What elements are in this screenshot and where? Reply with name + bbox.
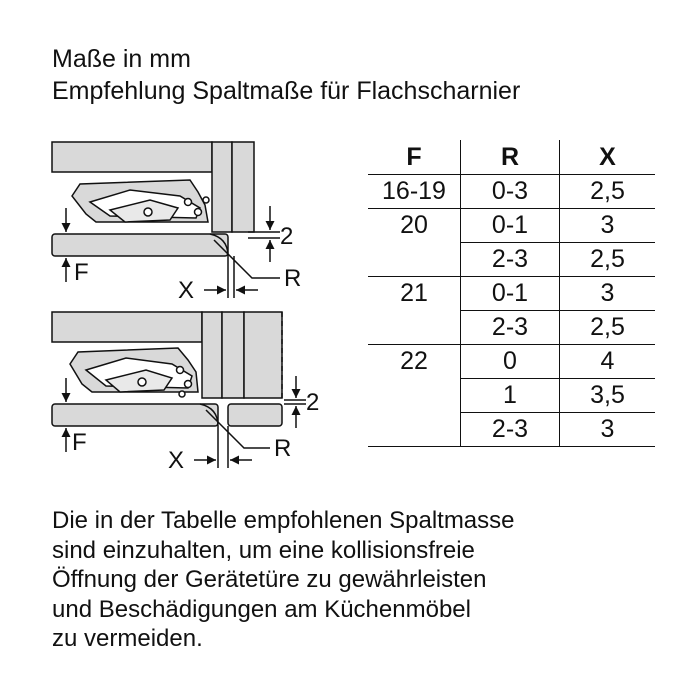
instruction-line: Die in der Tabelle empfohlenen Spaltmasse	[52, 507, 515, 534]
heading-title: Empfehlung Spaltmaße für Flachscharnier	[52, 77, 521, 105]
table-row	[368, 413, 655, 447]
table-row	[368, 175, 655, 209]
instruction-line: sind einzuhalten, um eine kollisionsfreie	[52, 536, 475, 564]
cell-x: 3	[560, 413, 656, 447]
instruction-line: und Beschädigungen am Küchenmöbel	[52, 595, 471, 623]
heading-units: Maße in mm	[52, 45, 191, 73]
table-row	[368, 379, 655, 413]
cell-r: 2-3	[461, 413, 560, 447]
instruction-line: zu vermeiden.	[52, 625, 203, 652]
cell-r: 2-3	[461, 311, 560, 345]
bottom-door-panel	[52, 404, 218, 426]
instruction-text	[52, 506, 515, 654]
table-row	[368, 345, 655, 379]
bottom-hinge-pin-2	[177, 367, 184, 374]
cell-r: 0-1	[461, 209, 560, 243]
cell-f	[368, 413, 461, 447]
cell-x: 3,5	[560, 379, 656, 413]
bottom-door-stile-right	[222, 312, 244, 398]
top-label-r: R	[284, 265, 302, 292]
bottom-hinge-pin-1	[138, 378, 146, 386]
cell-f: 21	[368, 277, 461, 311]
bottom-label-x: X	[168, 447, 185, 474]
cell-f	[368, 379, 461, 413]
cell-r: 2-3	[461, 243, 560, 277]
top-door-panel	[52, 234, 228, 256]
header-f: F	[368, 140, 461, 175]
bottom-label-f: F	[72, 429, 87, 456]
top-door-stile-right	[232, 142, 254, 232]
bottom-label-r: R	[274, 435, 292, 462]
bottom-label-gap: 2	[306, 389, 320, 416]
cell-r: 1	[461, 379, 560, 413]
cell-x: 4	[600, 347, 615, 375]
gap-table	[368, 140, 655, 447]
bottom-hinge-pin-3	[185, 381, 192, 388]
bottom-cabinet-panel	[52, 312, 202, 342]
cell-x: 3	[600, 211, 615, 239]
cell-r: 0	[461, 345, 560, 379]
cell-x: 2,5	[560, 311, 656, 345]
header-r: R	[461, 140, 560, 175]
table-row	[368, 311, 655, 345]
bottom-side-door-panel	[228, 404, 282, 426]
top-label-gap: 2	[280, 223, 294, 250]
top-hinge-pin-3	[195, 209, 202, 216]
instruction-line: Öffnung der Gerätetüre zu gewährleisten	[52, 566, 487, 593]
top-door-stile-left	[212, 142, 232, 232]
cell-x: 2,5	[590, 177, 625, 205]
gap-table-header	[368, 140, 655, 175]
header-x: X	[599, 142, 616, 171]
diagram-bottom	[52, 312, 306, 468]
top-hinge-pin-1	[144, 208, 152, 216]
cell-f: 16-19	[368, 175, 461, 209]
top-hinge-pin-2	[185, 199, 192, 206]
cell-f	[368, 243, 461, 277]
cell-r: 0-1	[461, 277, 560, 311]
cell-f: 22	[368, 345, 461, 379]
cell-x: 2,5	[560, 243, 656, 277]
cell-f: 20	[368, 209, 461, 243]
top-cabinet-panel	[52, 142, 212, 172]
table-row	[368, 209, 655, 243]
cell-r: 0-3	[461, 175, 560, 209]
bottom-side-panel	[244, 312, 282, 398]
table-row	[368, 277, 655, 311]
table-row	[368, 243, 655, 277]
bottom-door-stile-left	[202, 312, 222, 398]
top-label-x: X	[178, 277, 195, 304]
top-label-f: F	[74, 259, 89, 286]
cell-x: 3	[600, 279, 615, 307]
cell-f	[368, 311, 461, 345]
